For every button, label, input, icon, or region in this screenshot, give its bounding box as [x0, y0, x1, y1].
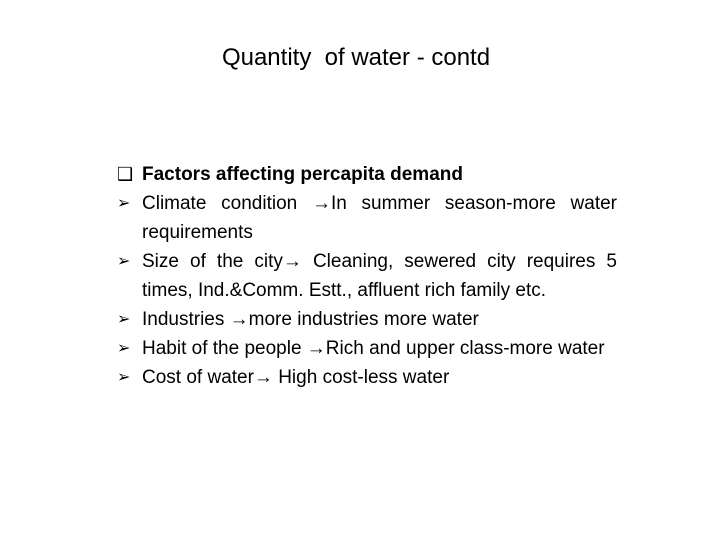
list-item	[117, 305, 617, 334]
arrow-bullet-icon: ➢	[117, 195, 131, 212]
list-item-text: Habit of the people →Rich and upper class-more water	[142, 338, 605, 359]
arrow-bullet-icon: ➢	[117, 253, 131, 270]
slide-title: Quantity of water - contd	[221, 44, 491, 71]
list-item-text: Size of the city→ Cleaning, sewered city requires 5 times, Ind.&Comm. Estt., affluent rich family etc.	[142, 251, 617, 301]
list-item	[117, 189, 617, 247]
bullet-list	[117, 160, 617, 392]
arrow-bullet-icon: ➢	[117, 369, 131, 386]
square-bullet-icon: ❑	[117, 164, 134, 184]
list-item	[117, 334, 617, 363]
arrow-bullet-icon: ➢	[117, 311, 131, 328]
list-heading-text: Factors affecting percapita demand	[142, 164, 463, 185]
list-item-text: Cost of water→ High cost-less water	[142, 367, 450, 388]
list-item-text: Climate condition →In summer season-more water requirements	[142, 193, 617, 243]
list-item-text: Industries →more industries more water	[142, 309, 479, 330]
list-heading	[117, 160, 617, 189]
list-item	[117, 247, 617, 305]
list-item	[117, 363, 617, 392]
arrow-bullet-icon: ➢	[117, 340, 131, 357]
